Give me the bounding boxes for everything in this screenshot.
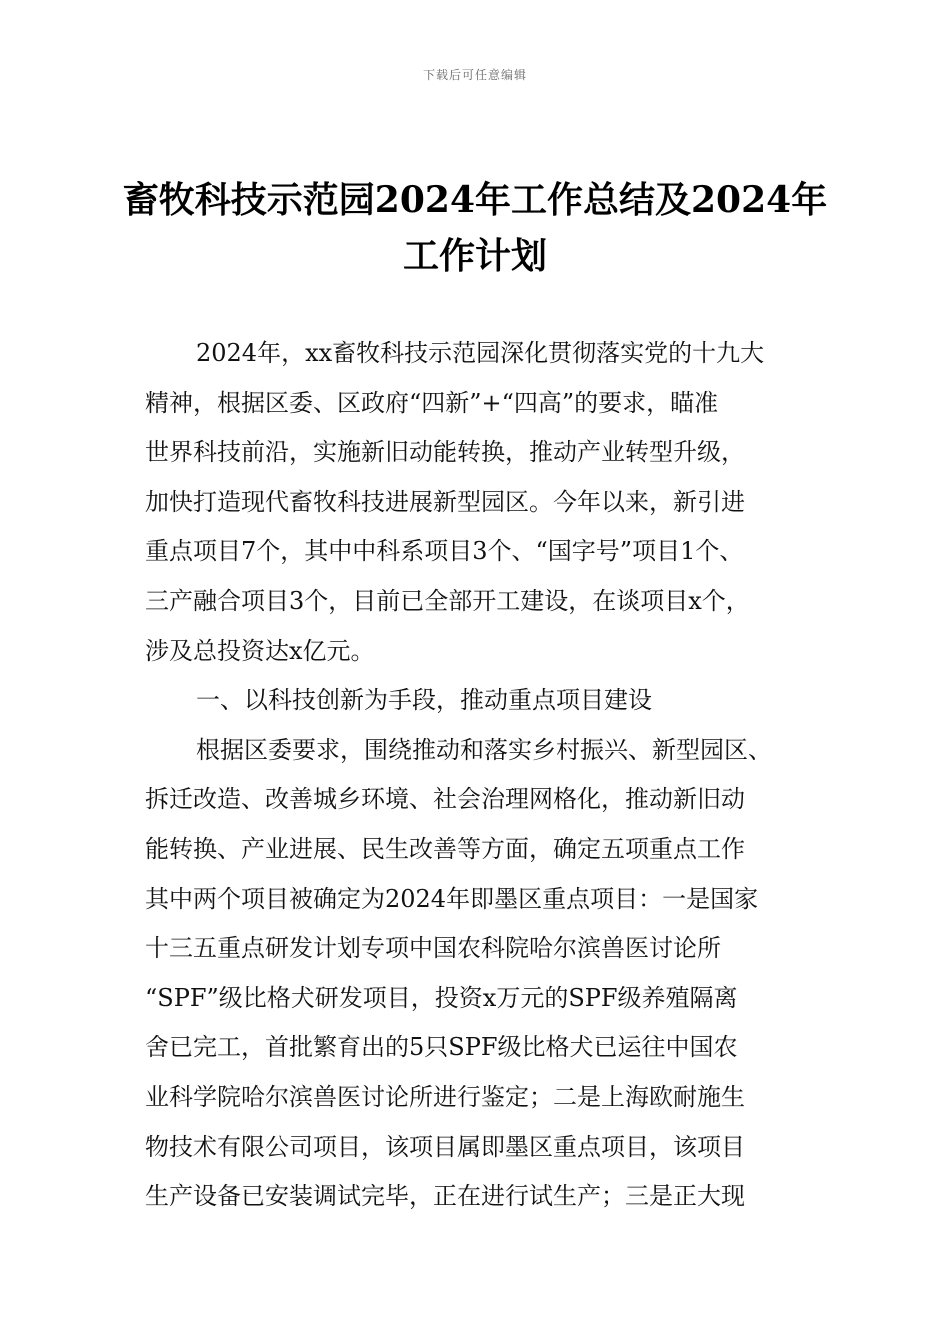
paragraph-line: 三产融合项目3个，目前已全部开工建设，在谈项目x个， <box>145 586 750 615</box>
document-body <box>145 329 845 1222</box>
paragraph-line: 涉及总投资达x亿元。 <box>145 636 375 665</box>
paragraph-line: “SPF”级比格犬研发项目，投资x万元的SPF级养殖隔离 <box>145 983 738 1012</box>
paragraph-line: 生产设备已安装调试完毕，正在进行试生产；三是正大现 <box>145 1182 745 1211</box>
paragraph-line: 舍已完工，首批繁育出的5只SPF级比格犬已运往中国农 <box>145 1033 738 1062</box>
paragraph-line: 加快打造现代畜牧科技进展新型园区。今年以来，新引进 <box>145 487 745 516</box>
paragraph-line: 精神，根据区委、区政府“四新”+“四高”的要求，瞄准 <box>145 388 719 417</box>
title-line: 工作计划 <box>402 235 547 277</box>
paragraph-line: 拆迁改造、改善城乡环境、社会治理网格化，推动新旧动 <box>145 785 745 814</box>
paragraph-line: 十三五重点研发计划专项中国农科院哈尔滨兽医讨论所 <box>145 934 721 963</box>
paragraph-line: 2024年，xx畜牧科技示范园深化贯彻落实党的十九大 <box>196 339 765 367</box>
title-line: 畜牧科技示范园2024年工作总结及2024年 <box>122 179 828 221</box>
paragraph-line: 物技术有限公司项目，该项目属即墨区重点项目，该项目 <box>145 1132 745 1161</box>
paragraph-line: 业科学院哈尔滨兽医讨论所进行鉴定；二是上海欧耐施生 <box>145 1082 745 1111</box>
paragraph-line: 其中两个项目被确定为2024年即墨区重点项目：一是国家 <box>145 884 759 913</box>
section-heading: 一、以科技创新为手段，推动重点项目建设 <box>196 686 652 715</box>
paragraph-line: 能转换、产业进展、民生改善等方面，确定五项重点工作 <box>145 834 745 863</box>
header-note: 下载后可任意编辑 <box>422 68 527 82</box>
document-title <box>110 172 840 284</box>
paragraph-line: 世界科技前沿，实施新旧动能转换，推动产业转型升级， <box>145 438 745 467</box>
paragraph-line: 根据区委要求，围绕推动和落实乡村振兴、新型园区、 <box>196 735 772 764</box>
paragraph-line: 重点项目7个，其中中科系项目3个、“国字号”项目1个、 <box>145 537 744 566</box>
